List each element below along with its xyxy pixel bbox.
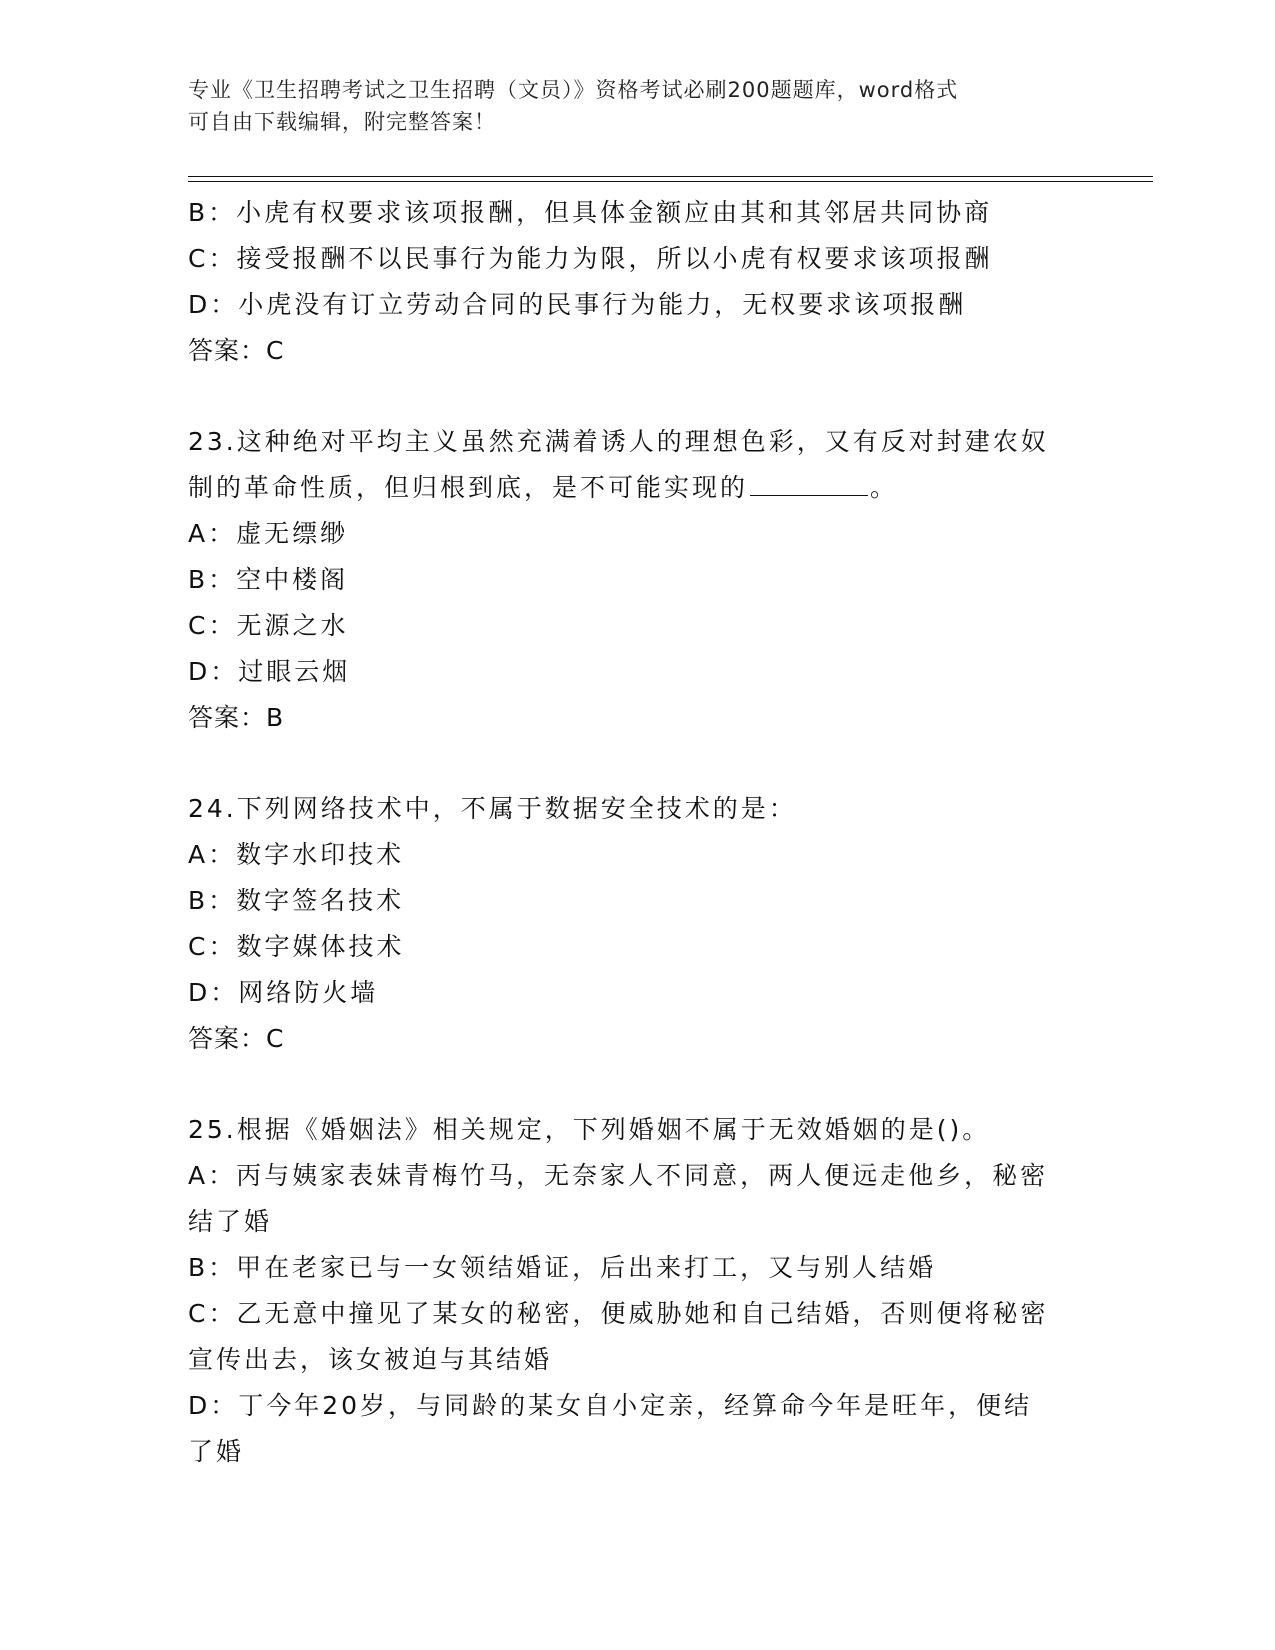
option-b: B：空中楼阁 (188, 565, 349, 594)
header-rule-top (188, 176, 1153, 177)
option-d: D：丁今年20岁，与同龄的某女自小定亲，经算命今年是旺年，便结 (188, 1391, 1033, 1420)
answer-line: 答案：C (188, 1024, 285, 1053)
header-rule-bottom (188, 181, 1153, 182)
option-a: A：数字水印技术 (188, 840, 405, 869)
option-a: A：丙与姨家表妹青梅竹马，无奈家人不同意，两人便远走他乡，秘密 (188, 1161, 1049, 1190)
option-d-cont: 了婚 (188, 1437, 245, 1466)
option-c: C：接受报酬不以民事行为能力为限，所以小虎有权要求该项报酬 (188, 244, 993, 273)
answer-line: 答案：B (188, 703, 285, 732)
question-stem: 25.根据《婚姻法》相关规定，下列婚姻不属于无效婚姻的是()。 (188, 1115, 991, 1144)
option-d: D：小虎没有订立劳动合同的民事行为能力，无权要求该项报酬 (188, 290, 967, 319)
option-c-cont: 宣传出去，该女被迫与其结婚 (188, 1345, 553, 1374)
option-c: C：数字媒体技术 (188, 932, 405, 961)
question-stem: 24.下列网络技术中，不属于数据安全技术的是： (188, 794, 797, 823)
question-stem-cont (188, 465, 1088, 511)
stem-text: 制的革命性质，但归根到底，是不可能实现的 (188, 473, 749, 502)
fill-blank (750, 481, 868, 496)
option-b: B：数字签名技术 (188, 886, 405, 915)
option-a: A：虚无缥缈 (188, 519, 349, 548)
option-d: D：过眼云烟 (188, 657, 351, 686)
option-b: B：甲在老家已与一女领结婚证，后出来打工，又与别人结婚 (188, 1253, 937, 1282)
option-a-cont: 结了婚 (188, 1207, 273, 1236)
question-stem: 23.这种绝对平均主义虽然充满着诱人的理想色彩，又有反对封建农奴 (188, 427, 1049, 456)
option-d: D：网络防火墙 (188, 978, 379, 1007)
document-body (188, 190, 1088, 1475)
option-c: C：乙无意中撞见了某女的秘密，便威胁她和自己结婚，否则便将秘密 (188, 1299, 1049, 1328)
question-25 (188, 1107, 1088, 1475)
document-header (188, 74, 1088, 138)
question-23 (188, 419, 1088, 741)
question-22-tail (188, 190, 1088, 374)
header-line-2: 可自由下载编辑，附完整答案！ (188, 110, 496, 134)
answer-line: 答案：C (188, 336, 285, 365)
option-b: B：小虎有权要求该项报酬，但具体金额应由其和其邻居共同协商 (188, 198, 993, 227)
question-24 (188, 786, 1088, 1062)
header-line-1: 专业《卫生招聘考试之卫生招聘（文员）》资格考试必刷200题题库，word格式 (188, 78, 959, 102)
stem-end: 。 (870, 473, 899, 502)
option-c: C：无源之水 (188, 611, 349, 640)
